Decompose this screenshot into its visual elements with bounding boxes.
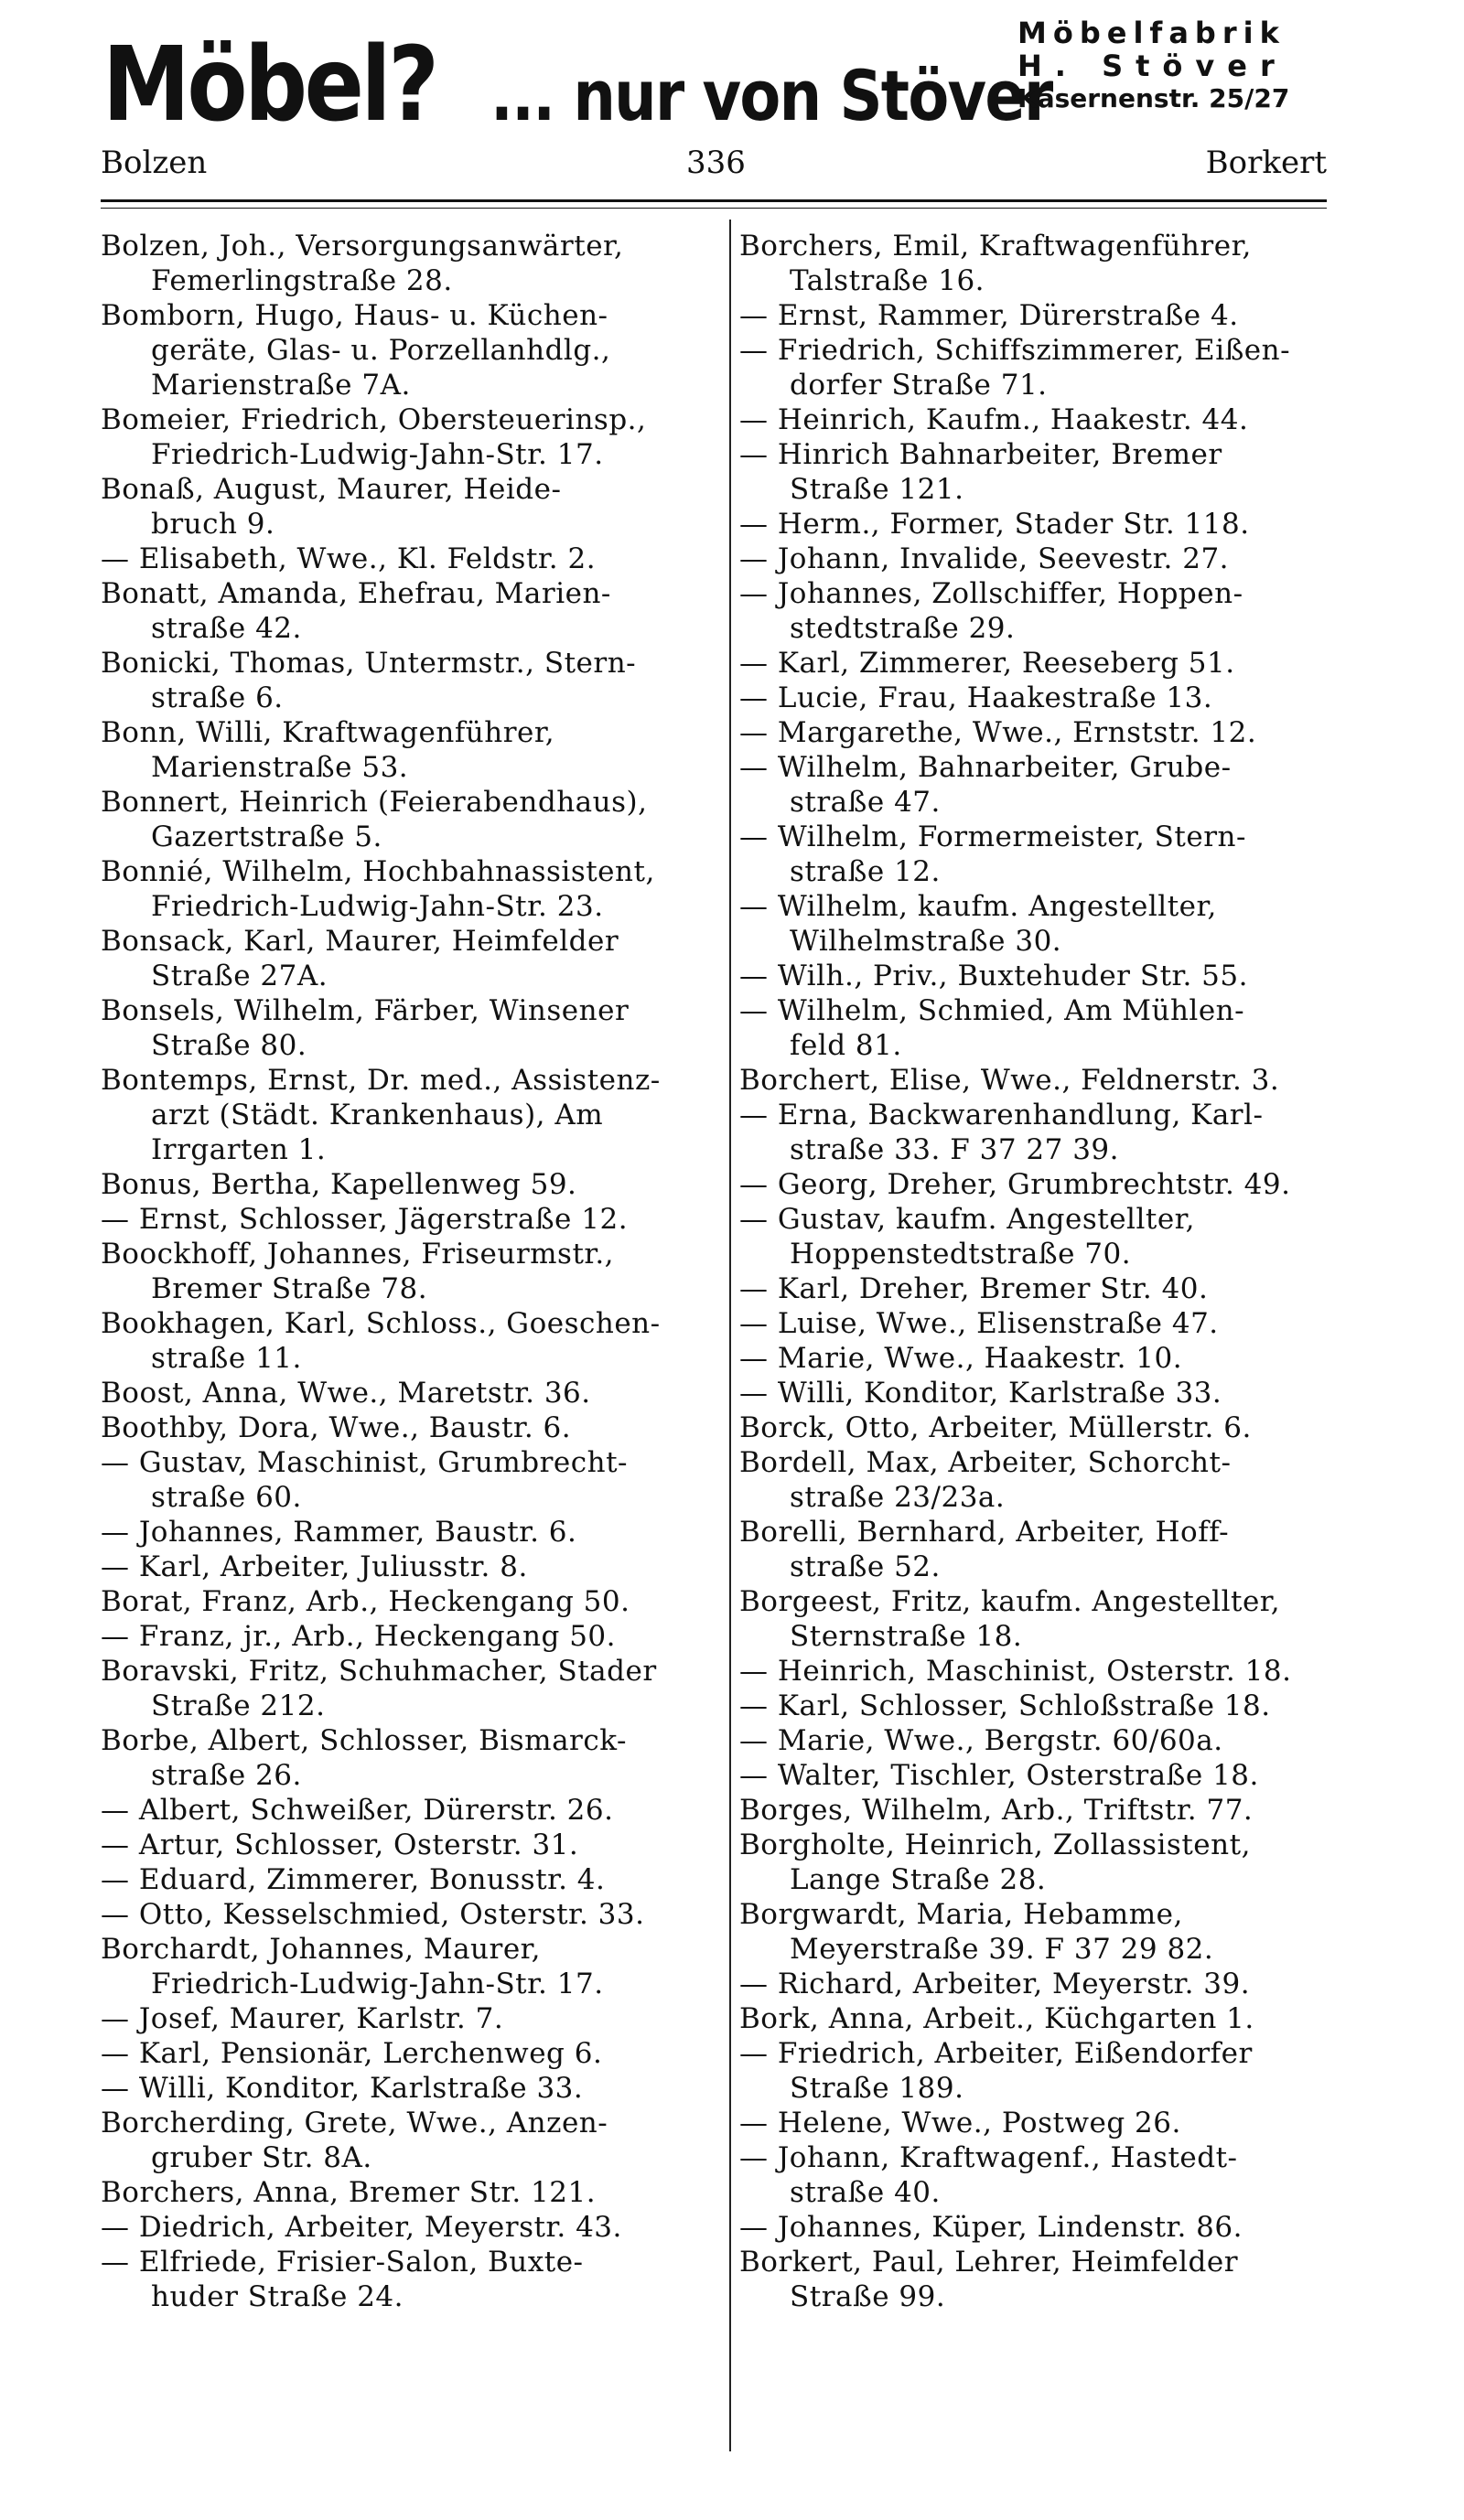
directory-entry — [739, 2140, 1325, 2210]
directory-entry — [101, 1515, 716, 1550]
directory-entry — [739, 2001, 1325, 2036]
entry-continuation-line: Straße 99. — [790, 2280, 946, 2313]
entry-line: — Diedrich, Arbeiter, Meyerstr. 43. — [101, 2211, 622, 2244]
entry-continuation-line: straße 42. — [151, 612, 302, 645]
directory-entry — [101, 2106, 716, 2175]
entry-line: Borcherding, Grete, Wwe., Anzen- — [101, 2107, 608, 2139]
directory-entry — [739, 1341, 1325, 1376]
directory-entry — [101, 2071, 716, 2106]
directory-entry — [101, 1063, 716, 1167]
directory-entry — [101, 1202, 716, 1237]
directory-entry — [101, 1654, 716, 1723]
entry-line: — Wilhelm, Bahnarbeiter, Grube- — [739, 751, 1232, 784]
entry-continuation-line: Hoppenstedtstraße 70. — [790, 1238, 1132, 1271]
directory-entry — [101, 715, 716, 785]
entry-continuation-line: straße 47. — [790, 786, 941, 819]
entry-line: Bonatt, Amanda, Ehefrau, Marien- — [101, 577, 611, 610]
directory-entry — [101, 1237, 716, 1306]
entry-line: — Friedrich, Schiffszimmerer, Eißen- — [739, 334, 1291, 367]
directory-entry — [739, 1828, 1325, 1897]
directory-entry — [739, 1445, 1325, 1515]
directory-entry — [101, 785, 716, 854]
entry-continuation-line: straße 12. — [790, 855, 941, 888]
directory-entry — [739, 1098, 1325, 1167]
entry-line: — Lucie, Frau, Haakestraße 13. — [739, 681, 1213, 714]
entry-continuation-line: Lange Straße 28. — [790, 1863, 1047, 1896]
entry-continuation-line: Friedrich-Ludwig-Jahn-Str. 17. — [151, 438, 604, 471]
entry-line: Boravski, Fritz, Schuhmacher, Stader — [101, 1655, 657, 1688]
ad-company-type: Möbelfabrik — [1017, 16, 1286, 50]
entry-continuation-line: stedtstraße 29. — [790, 612, 1016, 645]
entry-continuation-line: arzt (Städt. Krankenhaus), Am — [151, 1099, 604, 1131]
entry-line: — Margarethe, Wwe., Ernststr. 12. — [739, 716, 1257, 749]
entry-line: — Willi, Konditor, Karlstraße 33. — [739, 1377, 1222, 1410]
directory-entry — [739, 2106, 1325, 2140]
entry-line: Bontemps, Ernst, Dr. med., Assistenz- — [101, 1064, 661, 1097]
entry-line: — Marie, Wwe., Bergstr. 60/60a. — [739, 1724, 1223, 1757]
entry-line: Bonaß, August, Maurer, Heide- — [101, 473, 562, 506]
column-divider — [729, 220, 731, 2451]
directory-entry — [101, 2210, 716, 2245]
entry-line: — Josef, Maurer, Karlstr. 7. — [101, 2002, 504, 2035]
entry-continuation-line: Gazertstraße 5. — [151, 820, 382, 853]
entry-line: — Franz, jr., Arb., Heckengang 50. — [101, 1620, 616, 1653]
entry-continuation-line: Irrgarten 1. — [151, 1133, 327, 1166]
entry-line: — Luise, Wwe., Elisenstraße 47. — [739, 1307, 1219, 1340]
running-head-first-name: Bolzen — [101, 145, 208, 181]
entry-continuation-line: Straße 212. — [151, 1689, 326, 1722]
running-head — [101, 145, 1327, 190]
entry-continuation-line: Femerlingstraße 28. — [151, 264, 453, 297]
directory-entry — [101, 576, 716, 646]
directory-entry — [739, 1967, 1325, 2001]
entry-continuation-line: straße 11. — [151, 1342, 302, 1375]
directory-entry — [739, 1758, 1325, 1793]
entry-line: — Heinrich, Kaufm., Haakestr. 44. — [739, 403, 1249, 436]
ad-company-name: H. Stöver — [1017, 48, 1287, 83]
directory-entry — [739, 1689, 1325, 1723]
entry-continuation-line: straße 40. — [790, 2176, 941, 2209]
entry-continuation-line: feld 81. — [790, 1029, 902, 1062]
entry-line: — Elfriede, Frisier-Salon, Buxte- — [101, 2246, 584, 2279]
directory-entry — [739, 750, 1325, 820]
ad-company-address: Kasernenstr. 25/27 — [1017, 83, 1290, 113]
directory-entry — [739, 333, 1325, 402]
page-number: 336 — [686, 145, 746, 181]
entry-line: Bordell, Max, Arbeiter, Schorcht- — [739, 1446, 1232, 1479]
ad-headline-question: Möbel? — [102, 26, 436, 145]
directory-entry — [101, 1723, 716, 1793]
entry-line: — Walter, Tischler, Osterstraße 18. — [739, 1759, 1259, 1792]
entry-line: — Johann, Kraftwagenf., Hastedt- — [739, 2141, 1238, 2174]
directory-entry — [101, 1445, 716, 1515]
entry-line: — Otto, Kesselschmied, Osterstr. 33. — [101, 1898, 645, 1931]
directory-entry — [739, 993, 1325, 1063]
advertisement-company — [1017, 16, 1310, 115]
entry-line: Borchers, Anna, Bremer Str. 121. — [101, 2176, 597, 2209]
entry-continuation-line: Marienstraße 53. — [151, 751, 409, 784]
entry-line: Bolzen, Joh., Versorgungsanwärter, — [101, 230, 624, 263]
entry-line: Borkert, Paul, Lehrer, Heimfelder — [739, 2246, 1239, 2279]
entry-line: — Karl, Pensionär, Lerchenweg 6. — [101, 2037, 603, 2070]
entry-line: — Richard, Arbeiter, Meyerstr. 39. — [739, 1968, 1251, 2000]
directory-entry — [739, 959, 1325, 993]
directory-entry — [101, 1862, 716, 1897]
entry-line: — Marie, Wwe., Haakestr. 10. — [739, 1342, 1183, 1375]
directory-entry — [101, 1306, 716, 1376]
entry-continuation-line: straße 26. — [151, 1759, 302, 1792]
directory-entry — [739, 229, 1325, 298]
entry-line: Borelli, Bernhard, Arbeiter, Hoff- — [739, 1516, 1230, 1549]
directory-entry — [739, 820, 1325, 889]
directory-entry — [739, 2245, 1325, 2314]
directory-entry — [739, 298, 1325, 333]
directory-entry — [101, 2245, 716, 2314]
entry-line: Borck, Otto, Arbeiter, Müllerstr. 6. — [739, 1411, 1252, 1444]
ad-headline-tagline: ... nur von Stöver — [490, 55, 1052, 136]
entry-continuation-line: Friedrich-Ludwig-Jahn-Str. 23. — [151, 890, 604, 923]
directory-entry — [739, 1584, 1325, 1654]
directory-entry — [739, 1897, 1325, 1967]
directory-entry — [101, 2036, 716, 2071]
entry-line: — Wilhelm, Schmied, Am Mühlen- — [739, 994, 1245, 1027]
entry-line: Borat, Franz, Arb., Heckengang 50. — [101, 1585, 630, 1618]
entry-line: Borgholte, Heinrich, Zollassistent, — [739, 1828, 1251, 1861]
directory-entry — [101, 1828, 716, 1862]
directory-entry — [739, 1410, 1325, 1445]
entry-continuation-line: Straße 27A. — [151, 960, 328, 992]
entry-line: — Wilh., Priv., Buxtehuder Str. 55. — [739, 960, 1248, 992]
directory-entry — [101, 472, 716, 542]
entry-continuation-line: Meyerstraße 39. F 37 29 82. — [790, 1933, 1214, 1966]
entry-continuation-line: Straße 121. — [790, 473, 964, 506]
entry-line: Borbe, Albert, Schlosser, Bismarck- — [101, 1724, 627, 1757]
directory-entry — [101, 1619, 716, 1654]
directory-entry — [101, 2001, 716, 2036]
directory-entry — [739, 576, 1325, 646]
header-rule — [101, 199, 1327, 202]
entry-line: — Friedrich, Arbeiter, Eißendorfer — [739, 2037, 1253, 2070]
entry-continuation-line: huder Straße 24. — [151, 2280, 404, 2313]
directory-entry — [739, 1202, 1325, 1271]
directory-entry — [739, 1167, 1325, 1202]
directory-entry — [739, 1063, 1325, 1098]
directory-entry — [739, 402, 1325, 437]
entry-line: — Herm., Former, Stader Str. 118. — [739, 508, 1250, 541]
header-rule-thin — [101, 208, 1327, 209]
directory-entry — [739, 1306, 1325, 1341]
entry-line: — Karl, Arbeiter, Juliusstr. 8. — [101, 1550, 528, 1583]
directory-entry — [739, 681, 1325, 715]
entry-line: Bonus, Bertha, Kapellenweg 59. — [101, 1168, 577, 1201]
entry-line: Borchardt, Johannes, Maurer, — [101, 1933, 541, 1966]
entry-line: — Johannes, Zollschiffer, Hoppen- — [739, 577, 1243, 610]
entry-continuation-line: Straße 80. — [151, 1029, 307, 1062]
entry-line: Boothby, Dora, Wwe., Baustr. 6. — [101, 1411, 572, 1444]
entry-line: — Karl, Schlosser, Schloßstraße 18. — [739, 1689, 1271, 1722]
directory-entry — [101, 542, 716, 576]
directory-entry — [739, 1271, 1325, 1306]
directory-entry — [739, 1376, 1325, 1410]
entry-line: — Ernst, Rammer, Dürerstraße 4. — [739, 299, 1239, 332]
directory-entry — [101, 402, 716, 472]
entry-line: Bomborn, Hugo, Haus- u. Küchen- — [101, 299, 608, 332]
entry-line: — Johannes, Rammer, Baustr. 6. — [101, 1516, 577, 1549]
entry-line: — Elisabeth, Wwe., Kl. Feldstr. 2. — [101, 542, 597, 575]
entry-continuation-line: straße 33. F 37 27 39. — [790, 1133, 1119, 1166]
entry-line: — Ernst, Schlosser, Jägerstraße 12. — [101, 1203, 629, 1236]
advertisement-headline — [102, 26, 1052, 145]
entry-line: Bork, Anna, Arbeit., Küchgarten 1. — [739, 2002, 1254, 2035]
entry-continuation-line: straße 52. — [790, 1550, 941, 1583]
entry-line: Bonsack, Karl, Maurer, Heimfelder — [101, 925, 619, 958]
directory-entry — [101, 1550, 716, 1584]
entry-line: Boost, Anna, Wwe., Maretstr. 36. — [101, 1377, 591, 1410]
entry-continuation-line: Straße 189. — [790, 2072, 964, 2105]
directory-entry — [101, 924, 716, 993]
right-column — [739, 229, 1325, 2314]
directory-entry — [739, 437, 1325, 507]
entry-line: — Erna, Backwarenhandlung, Karl- — [739, 1099, 1264, 1131]
directory-entry — [739, 2036, 1325, 2106]
entry-continuation-line: geräte, Glas- u. Porzellanhdlg., — [151, 334, 611, 367]
directory-entry — [101, 298, 716, 402]
entry-line: — Albert, Schweißer, Dürerstr. 26. — [101, 1794, 614, 1827]
entry-line: — Karl, Zimmerer, Reeseberg 51. — [739, 647, 1235, 680]
entry-line: — Eduard, Zimmerer, Bonusstr. 4. — [101, 1863, 606, 1896]
directory-entry — [101, 1410, 716, 1445]
entry-continuation-line: Wilhelmstraße 30. — [790, 925, 1062, 958]
directory-entry — [101, 1167, 716, 1202]
entry-line: Bonicki, Thomas, Untermstr., Stern- — [101, 647, 637, 680]
directory-entry — [739, 507, 1325, 542]
entry-line: Borgwardt, Maria, Hebamme, — [739, 1898, 1183, 1931]
entry-line: — Georg, Dreher, Grumbrechtstr. 49. — [739, 1168, 1291, 1201]
entry-continuation-line: gruber Str. 8A. — [151, 2141, 372, 2174]
directory-entry — [101, 229, 716, 298]
entry-line: — Karl, Dreher, Bremer Str. 40. — [739, 1272, 1209, 1305]
directory-entry — [101, 646, 716, 715]
directory-entry — [739, 715, 1325, 750]
entry-line: Bonsels, Wilhelm, Färber, Winsener — [101, 994, 630, 1027]
entry-line: — Gustav, kaufm. Angestellter, — [739, 1203, 1195, 1236]
entry-line: Bomeier, Friedrich, Obersteuerinsp., — [101, 403, 647, 436]
directory-entry — [739, 542, 1325, 576]
entry-line: — Willi, Konditor, Karlstraße 33. — [101, 2072, 584, 2105]
left-column — [101, 229, 716, 2314]
entry-continuation-line: Sternstraße 18. — [790, 1620, 1023, 1653]
directory-entry — [101, 1897, 716, 1932]
entry-line: — Heinrich, Maschinist, Osterstr. 18. — [739, 1655, 1292, 1688]
directory-entry — [101, 1793, 716, 1828]
entry-line: — Johannes, Küper, Lindenstr. 86. — [739, 2211, 1243, 2244]
directory-entry — [739, 1793, 1325, 1828]
directory-entry — [739, 2210, 1325, 2245]
entry-line: — Hinrich Bahnarbeiter, Bremer — [739, 438, 1222, 471]
entry-line: Borgeest, Fritz, kaufm. Angestellter, — [739, 1585, 1281, 1618]
entry-continuation-line: Bremer Straße 78. — [151, 1272, 428, 1305]
entry-continuation-line: bruch 9. — [151, 508, 275, 541]
entry-continuation-line: straße 60. — [151, 1481, 302, 1514]
directory-entry — [101, 854, 716, 924]
entry-line: — Wilhelm, kaufm. Angestellter, — [739, 890, 1217, 923]
entry-line: Bonn, Willi, Kraftwagenführer, — [101, 716, 555, 749]
entry-continuation-line: Friedrich-Ludwig-Jahn-Str. 17. — [151, 1968, 604, 2000]
directory-entry — [101, 2175, 716, 2210]
directory-entry — [739, 1654, 1325, 1689]
directory-entry — [101, 1584, 716, 1619]
entry-continuation-line: straße 6. — [151, 681, 284, 714]
directory-entry — [739, 1723, 1325, 1758]
entry-line: Borchers, Emil, Kraftwagenführer, — [739, 230, 1252, 263]
entry-line: — Wilhelm, Formermeister, Stern- — [739, 820, 1246, 853]
entry-line: — Johann, Invalide, Seevestr. 27. — [739, 542, 1230, 575]
entry-line: — Artur, Schlosser, Osterstr. 31. — [101, 1828, 579, 1861]
entry-line: Boockhoff, Johannes, Friseurmstr., — [101, 1238, 615, 1271]
entry-line: — Helene, Wwe., Postweg 26. — [739, 2107, 1181, 2139]
entry-line: Bookhagen, Karl, Schloss., Goeschen- — [101, 1307, 661, 1340]
directory-entry — [739, 646, 1325, 681]
directory-entry — [101, 1376, 716, 1410]
directory-entry — [739, 1515, 1325, 1584]
running-head-last-name: Borkert — [1205, 145, 1327, 181]
entry-line: Borchert, Elise, Wwe., Feldnerstr. 3. — [739, 1064, 1280, 1097]
entry-continuation-line: Talstraße 16. — [790, 264, 985, 297]
entry-line: — Gustav, Maschinist, Grumbrecht- — [101, 1446, 629, 1479]
entry-continuation-line: dorfer Straße 71. — [790, 369, 1048, 402]
directory-entry — [739, 889, 1325, 959]
entry-line: Bonnié, Wilhelm, Hochbahnassistent, — [101, 855, 655, 888]
entry-continuation-line: Marienstraße 7A. — [151, 369, 411, 402]
entry-continuation-line: straße 23/23a. — [790, 1481, 1006, 1514]
entry-line: Borges, Wilhelm, Arb., Triftstr. 77. — [739, 1794, 1254, 1827]
entry-line: Bonnert, Heinrich (Feierabendhaus), — [101, 786, 648, 819]
directory-entry — [101, 993, 716, 1063]
directory-entry — [101, 1932, 716, 2001]
